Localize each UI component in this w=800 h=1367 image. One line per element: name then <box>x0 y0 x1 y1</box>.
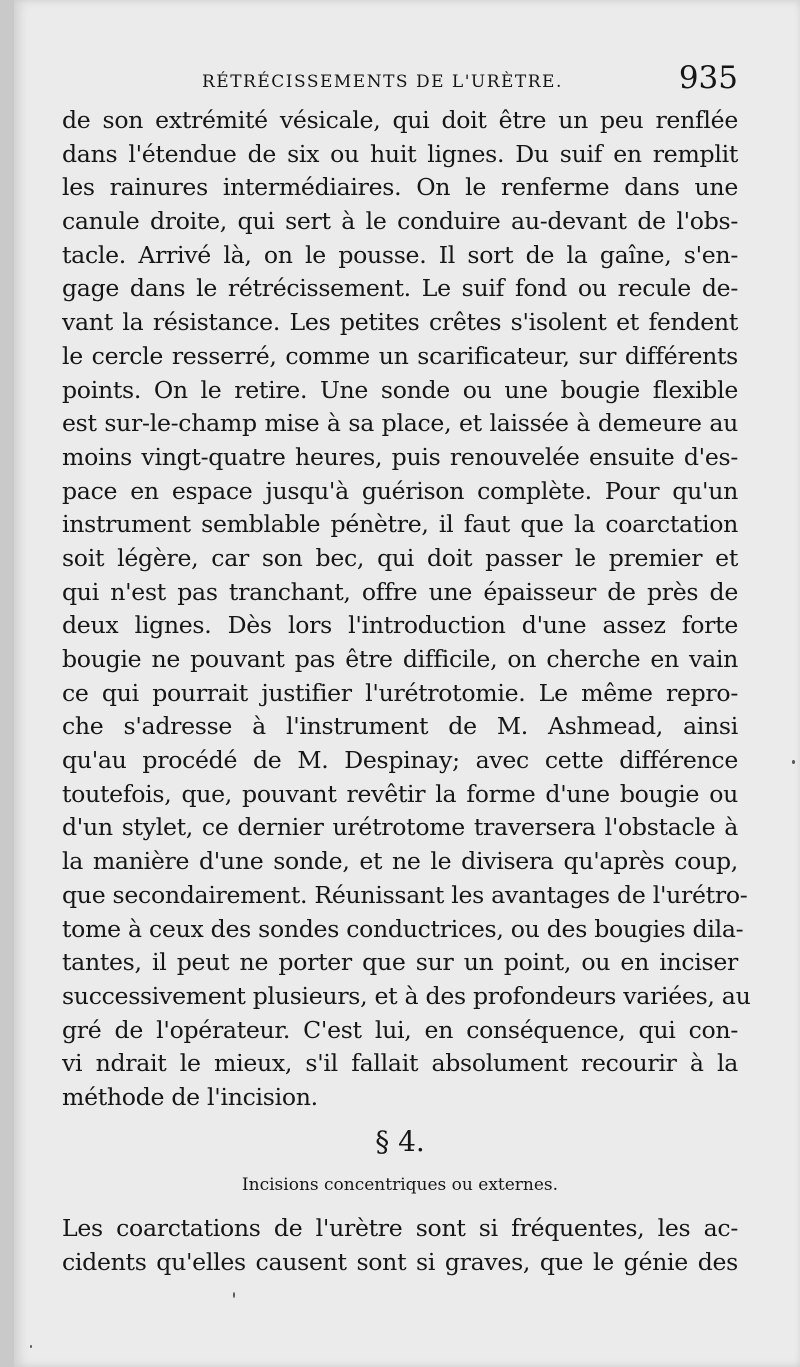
text-line: soit légère, car son bec, qui doit passer le premier et <box>62 543 738 572</box>
text-line: vi ndrait le mieux, s'il fallait absolument recourir à la <box>62 1049 738 1078</box>
text-line: d'un stylet, ce dernier urétrotome traversera l'obstacle à <box>62 813 738 842</box>
text-line: moins vingt-quatre heures, puis renouvelée ensuite d'es- <box>62 442 738 471</box>
text-line: dans l'étendue de six ou huit lignes. Du suif en remplit <box>62 139 738 168</box>
text-line: deux lignes. Dès lors l'introduction d'une assez forte <box>62 611 738 640</box>
text-line: cidents qu'elles causent sont si graves, que le génie des <box>62 1247 738 1276</box>
text-line: toutefois, que, pouvant revêtir la forme d'une bougie ou <box>62 779 738 808</box>
text-line: successivement plusieurs, et à des profondeurs variées, au <box>62 981 751 1010</box>
text-line: que secondairement. Réunissant les avantages de l'urétro- <box>62 880 748 909</box>
section-heading: § 4. <box>375 1125 425 1158</box>
ink-speck <box>792 760 795 764</box>
text-line: che s'adresse à l'instrument de M. Ashmead, ainsi <box>62 712 738 741</box>
text-line: de son extrémité vésicale, qui doit être un peu renflée <box>62 106 738 134</box>
text-line: les rainures intermédiaires. On le renferme dans une <box>62 173 738 202</box>
text-line: Les coarctations de l'urètre sont si fréquentes, les ac- <box>62 1214 738 1242</box>
ink-speck <box>233 1292 235 1298</box>
running-title: RÉTRÉCISSEMENTS DE L'URÈTRE. <box>202 72 563 92</box>
text-line: la manière d'une sonde, et ne le divisera qu'après coup, <box>62 847 738 876</box>
text-line: qui n'est pas tranchant, offre une épaisseur de près de <box>62 577 738 606</box>
text-line: ce qui pourrait justifier l'urétrotomie. Le même repro- <box>62 678 738 707</box>
text-line: tacle. Arrivé là, on le pousse. Il sort de la gaîne, s'en- <box>62 240 738 269</box>
main-paragraph <box>62 104 751 1115</box>
page-number: 935 <box>678 60 738 96</box>
text-line: tantes, il peut ne porter que sur un point, ou en inciser <box>62 948 738 977</box>
ink-speck <box>30 1345 32 1348</box>
section-subtitle: Incisions concentriques ou externes. <box>241 1175 559 1195</box>
text-line: canule droite, qui sert à le conduire au-devant de l'obs- <box>62 207 738 236</box>
scan-left-edge <box>0 0 14 1367</box>
text-line: vant la résistance. Les petites crêtes s'isolent et fendent <box>62 308 738 337</box>
text-line: bougie ne pouvant pas être difficile, on cherche en vain <box>62 645 738 673</box>
page-header <box>62 60 738 100</box>
text-line: points. On le retire. Une sonde ou une bougie flexible <box>62 375 738 404</box>
text-line: pace en espace jusqu'à guérison complète. Pour qu'un <box>62 476 738 505</box>
text-line: est sur-le-champ mise à sa place, et laissée à demeure au <box>62 409 738 438</box>
text-line: gage dans le rétrécissement. Le suif fond ou recule de- <box>62 274 738 303</box>
text-line: instrument semblable pénètre, il faut que la coarctation <box>62 510 738 539</box>
text-line: gré de l'opérateur. C'est lui, en conséquence, qui con- <box>62 1015 738 1044</box>
text-line: le cercle resserré, comme un scarificateur, sur différents <box>62 341 738 370</box>
second-paragraph <box>62 1212 738 1279</box>
text-line: méthode de l'incision. <box>62 1082 318 1111</box>
text-line: tome à ceux des sondes conductrices, ou des bougies dila- <box>62 914 744 943</box>
text-line: qu'au procédé de M. Despinay; avec cette différence <box>62 746 738 775</box>
